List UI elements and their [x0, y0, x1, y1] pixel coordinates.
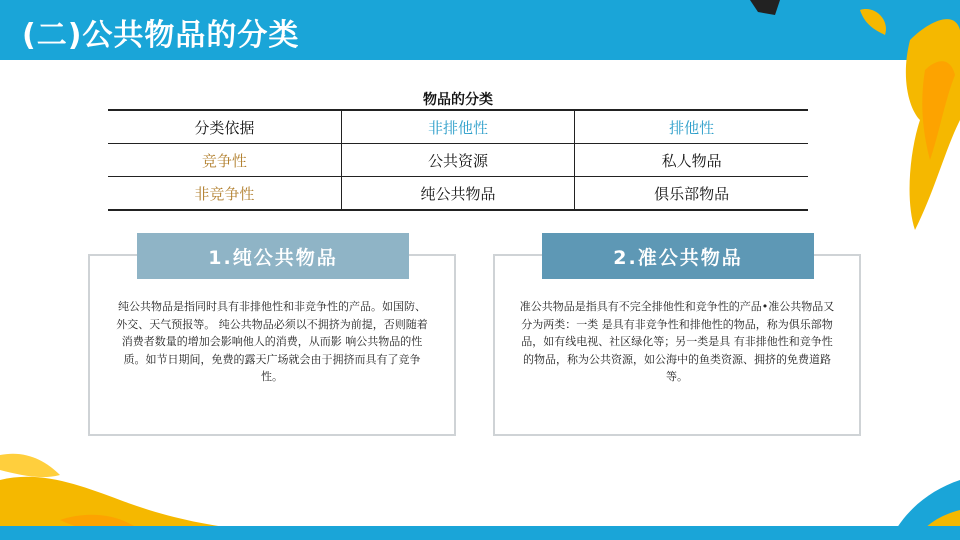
table-row	[108, 110, 808, 144]
card-heading: 1.纯公共物品	[137, 233, 409, 279]
table-cell: 私人物品	[575, 144, 808, 177]
card-heading: 2.准公共物品	[542, 233, 814, 279]
table-title: 物品的分类	[423, 92, 493, 108]
classification-table	[108, 109, 808, 211]
card-body-text: 准公共物品是指具有不完全排他性和竞争性的产品•准公共物品又分为两类：一类 是具有非竞争性和排他性的物品，称为俱乐部物品，如有线电视、社区绿化等；另一类是具 有非排他性和竞争性的物品，称为公共资源，如公海中的鱼类资源、拥挤的免费道路等。	[519, 300, 835, 383]
table-row	[108, 177, 808, 211]
table-cell: 纯公共物品	[341, 177, 574, 211]
footer-bar	[0, 526, 960, 540]
paint-stroke-bottom-left	[0, 440, 260, 540]
table-row	[108, 144, 808, 177]
page-title: (二)公共物品的分类	[22, 18, 300, 53]
table-cell: 俱乐部物品	[575, 177, 808, 211]
table-row-label: 非竞争性	[108, 177, 341, 211]
card-body-text: 纯公共物品是指同时具有非排他性和非竞争性的产品。如国防、外交、天气预报等。 纯公共物品必须以不拥挤为前提，否则随着消费者数量的增加会影响他人的消费，从而影 响公共物品的性质。如节日期间，免费的露天广场就会由于拥挤而具有了竞争性。	[116, 300, 428, 383]
table-header-cell: 分类依据	[108, 110, 341, 144]
pure-public-goods-card	[88, 254, 456, 436]
quasi-public-goods-card	[493, 254, 861, 436]
table-header-cell: 非排他性	[341, 110, 574, 144]
table-cell: 公共资源	[341, 144, 574, 177]
table-header-cell: 排他性	[575, 110, 808, 144]
table-row-label: 竞争性	[108, 144, 341, 177]
